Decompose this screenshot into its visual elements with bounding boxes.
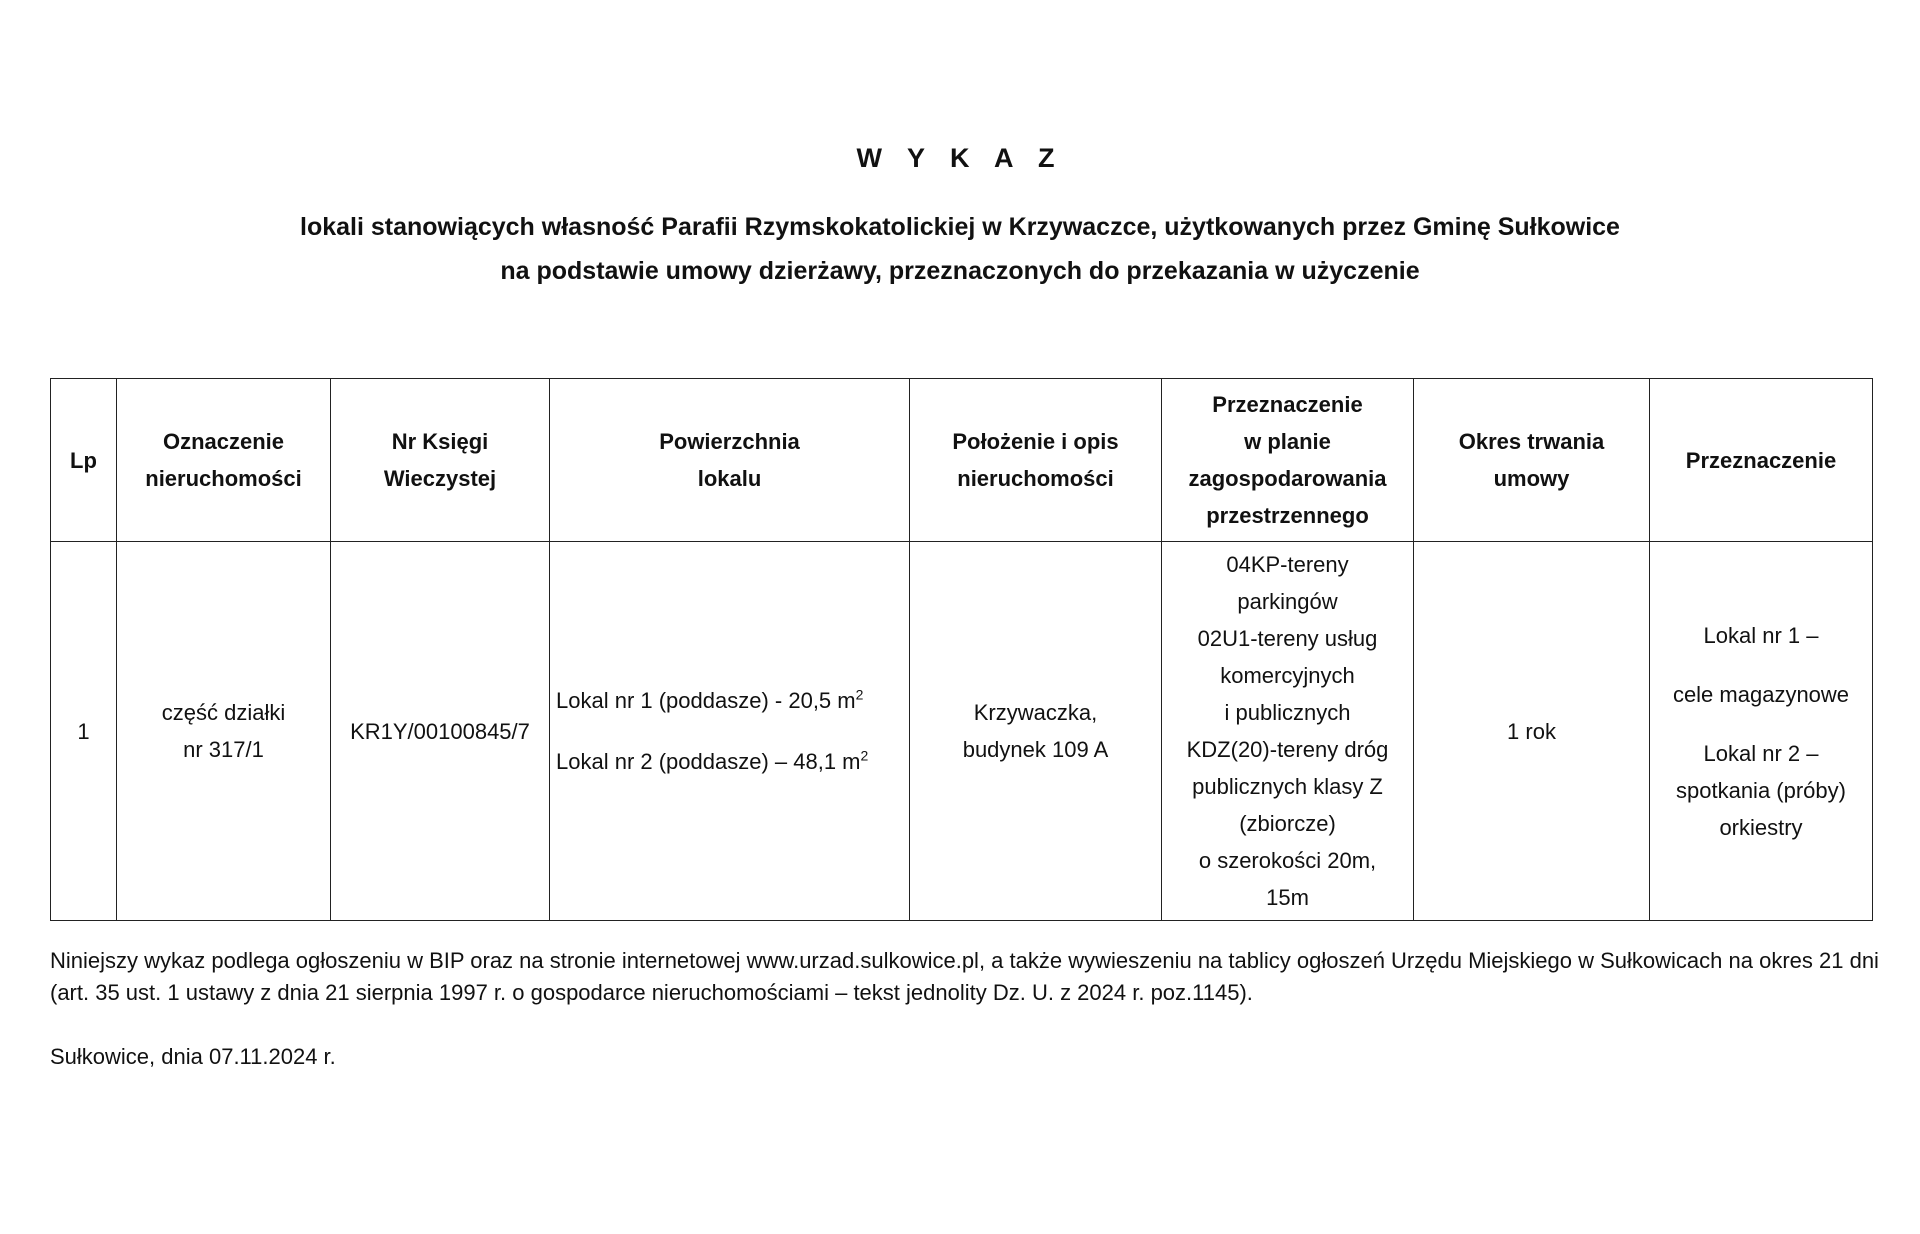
area-line-2-text: Lokal nr 2 (poddasze) – 48,1 m xyxy=(556,749,861,774)
header-nr-ksiegi: Nr Księgi Wieczystej xyxy=(331,379,550,542)
area-line-1-text: Lokal nr 1 (poddasze) - 20,5 m xyxy=(556,688,856,713)
document-subtitle-line-2: na podstawie umowy dzierżawy, przeznaczonych do przekazania w użyczenie xyxy=(500,257,1420,285)
cell-powierzchnia xyxy=(550,542,910,921)
area-line-1-unit-exponent: 2 xyxy=(855,686,864,703)
cell-okres: 1 rok xyxy=(1414,542,1650,921)
header-powierzchnia: Powierzchnia lokalu xyxy=(550,379,910,542)
cell-przeznaczenie-plan: 04KP-tereny parkingów 02U1-tereny usług komercyjnych i publicznych KDZ(20)-tereny dróg publicznych klasy Z (zbiorcze) o szerokości 20m, 15m xyxy=(1162,542,1414,921)
purpose-line-1: Lokal nr 1 – xyxy=(1703,622,1819,648)
header-oznaczenie: Oznaczenie nieruchomości xyxy=(117,379,331,542)
cell-oznaczenie: część działki nr 317/1 xyxy=(117,542,331,921)
document-title: W Y K A Z xyxy=(856,143,1064,173)
area-line-1 xyxy=(556,682,903,719)
footer-note: Niniejszy wykaz podlega ogłoszeniu w BIP oraz na stronie internetowej www.urzad.sulkowice.pl, a także wywieszeniu na tablicy ogłoszeń Urzędu Miejskiego w Sułkowicach na okres 21 dni (art. 35 ust. 1 ustawy z dnia 21 sierpnia 1997 r. o gospodarce nieruchomościami – tekst jednolity Dz. U. z 2024 r. poz.1145). xyxy=(50,948,1879,1005)
header-przeznaczenie-plan: Przeznaczenie w planie zagospodarowania przestrzennego xyxy=(1162,379,1414,542)
purpose-line-3: Lokal nr 2 – spotkania (próby) orkiestry xyxy=(1676,740,1846,840)
cell-przeznaczenie xyxy=(1650,542,1873,921)
document-subtitle-line-1: lokali stanowiących własność Parafii Rzymskokatolickiej w Krzywaczce, użytkowanych przez Gminę Sułkowice xyxy=(300,213,1620,241)
cell-polozenie: Krzywaczka, budynek 109 A xyxy=(910,542,1162,921)
header-lp: Lp xyxy=(51,379,117,542)
area-line-2 xyxy=(556,743,903,780)
header-przeznaczenie: Przeznaczenie xyxy=(1650,379,1873,542)
header-okres: Okres trwania umowy xyxy=(1414,379,1650,542)
table-header-row xyxy=(51,379,1873,542)
header-polozenie: Położenie i opis nieruchomości xyxy=(910,379,1162,542)
cell-nr-ksiegi: KR1Y/00100845/7 xyxy=(331,542,550,921)
table-row xyxy=(51,542,1873,921)
purpose-line-2: cele magazynowe xyxy=(1672,681,1850,707)
footer-date: Sułkowice, dnia 07.11.2024 r. xyxy=(50,1044,336,1069)
property-list-table xyxy=(50,378,1873,921)
area-line-2-unit-exponent: 2 xyxy=(860,747,869,764)
cell-lp: 1 xyxy=(51,542,117,921)
